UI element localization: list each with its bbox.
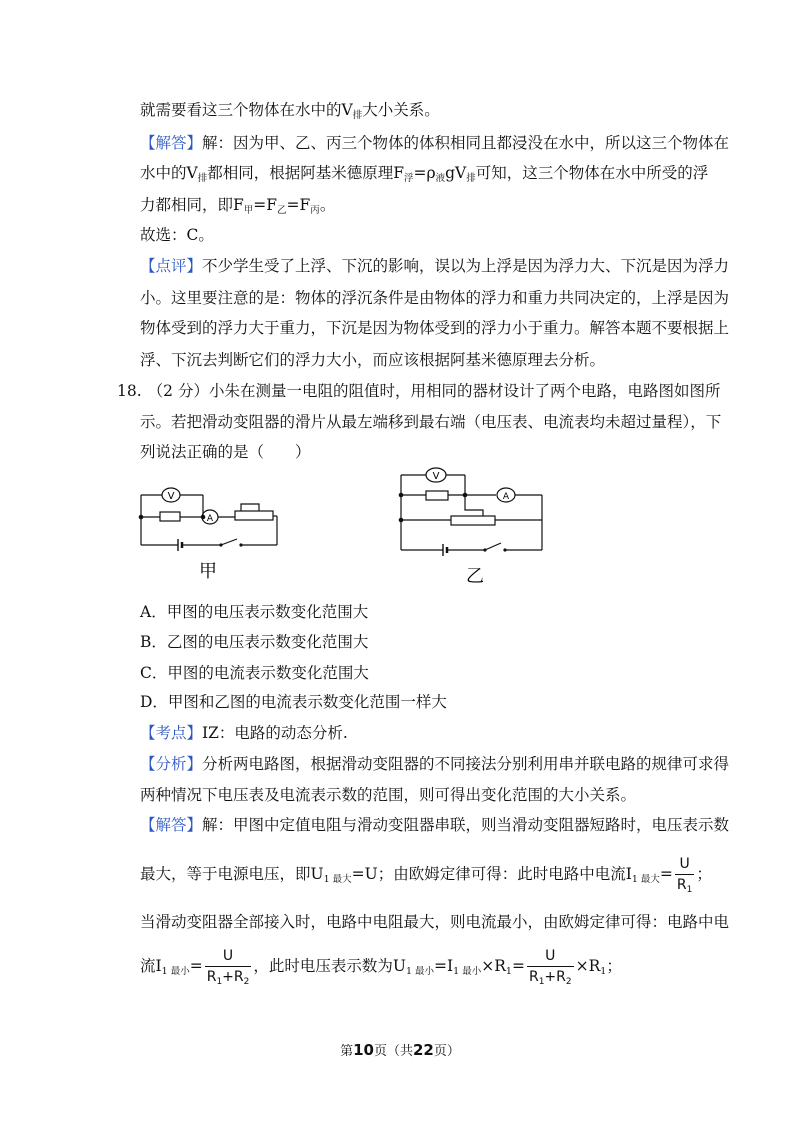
- fenxi-line: 【分析】分析两电路图，根据滑动变阻器的不同接法分别利用串并联电路的规律可求得: [140, 755, 730, 773]
- ammeter-label: A: [206, 514, 214, 524]
- answer-line: 水中的V排都相同，根据阿基米德原理F浮=ρ液gV排可知，这三个物体在水中所受的浮: [140, 164, 709, 184]
- answer-tag: 【解答】: [140, 816, 203, 834]
- answer-line: 【解答】解：甲图中定值电阻与滑动变阻器串联，则当滑动变阻器短路时，电压表示数: [140, 816, 730, 834]
- answer-choice: 故选：C。: [140, 226, 214, 244]
- voltmeter-label: V: [432, 471, 440, 482]
- fraction: $\frac{U}{R_1+R_2}$: [528, 947, 572, 987]
- comment-line: 【点评】不少学生受了上浮、下沉的影响，误以为上浮是因为浮力大、下沉是因为浮力: [140, 257, 730, 275]
- answer-line: 最大，等于电源电压，即U1 最大=U；由欧姆定律可得：此时电路中电流I1 最大= $\frac{U}{R_1}$ ；: [140, 855, 712, 895]
- option-b: B．乙图的电压表示数变化范围大: [140, 633, 369, 651]
- kaodian-line: 【考点】IZ：电路的动态分析.: [140, 724, 348, 742]
- comment-tag: 【点评】: [140, 257, 203, 275]
- question-18-line: 示。若把滑动变阻器的滑片从最左端移到最右端（电压表、电流表均未超过量程），下: [140, 413, 722, 431]
- page-number: 10: [353, 1041, 374, 1059]
- answer-line: 当滑动变阻器全部接入时，电路中电阻最大，则电流最小，由欧姆定律可得：电路中电: [140, 913, 730, 931]
- rheostat: [235, 511, 273, 520]
- comment-line: 小。这里要注意的是：物体的浮沉条件是由物体的浮力和重力共同决定的，上浮是因为: [140, 289, 730, 307]
- fenxi-line: 两种情况下电压表及电流表示数的范围，则可得出变化范围的大小关系。: [140, 786, 637, 804]
- voltmeter-label: V: [167, 491, 175, 502]
- figure-label-jia: 甲: [199, 561, 217, 582]
- answer-line: 【解答】解：因为甲、乙、丙三个物体的体积相同且都浸没在水中，所以这三个物体在: [140, 134, 730, 152]
- question-18-line: 列说法正确的是（ ）: [140, 443, 311, 461]
- answer-line: 力都相同，即F甲=F乙=F丙。: [140, 196, 336, 216]
- rheostat: [451, 516, 495, 525]
- kaodian-tag: 【考点】: [140, 724, 203, 742]
- fixed-resistor: [160, 512, 180, 521]
- comment-line: 物体受到的浮力大于重力，下沉是因为物体受到的浮力小于重力。解答本题不要根据上: [140, 319, 730, 337]
- option-a: A．甲图的电压表示数变化范围大: [140, 603, 369, 621]
- figure-label-yi: 乙: [466, 566, 484, 587]
- text-line: 就需要看这三个物体在水中的V排大小关系。: [140, 101, 440, 121]
- question-18-line: 18. （2 分）小朱在测量一电阻的阻值时，用相同的器材设计了两个电路，电路图如图所: [117, 382, 721, 400]
- total-pages: 22: [413, 1041, 434, 1059]
- comment-line: 浮、下沉去判断它们的浮力大小，而应该根据阿基米德原理去分析。: [140, 351, 606, 369]
- fixed-resistor: [426, 491, 448, 500]
- answer-tag: 【解答】: [140, 134, 203, 152]
- circuit-diagrams: [125, 465, 585, 590]
- fraction: $\frac{U}{R_1+R_2}$: [206, 947, 250, 987]
- question-number: 18.: [117, 382, 142, 400]
- fraction: $\frac{U}{R_1}$: [676, 855, 693, 895]
- option-c: C．甲图的电流表示数变化范围大: [140, 664, 369, 682]
- circuit-yi: [401, 468, 542, 556]
- fenxi-tag: 【分析】: [140, 755, 203, 773]
- option-d: D．甲图和乙图的电流表示数变化范围一样大: [140, 693, 447, 711]
- answer-line: 流I1 最小= $\frac{U}{R_1+R_2}$ ，此时电压表示数为U1 最小=I1 最小×R1= $\frac{U}{R_1+R_2}$ ×R1；: [140, 947, 622, 987]
- ammeter-label: A: [502, 492, 510, 502]
- page-footer: 第10页（共22页）: [340, 1041, 460, 1059]
